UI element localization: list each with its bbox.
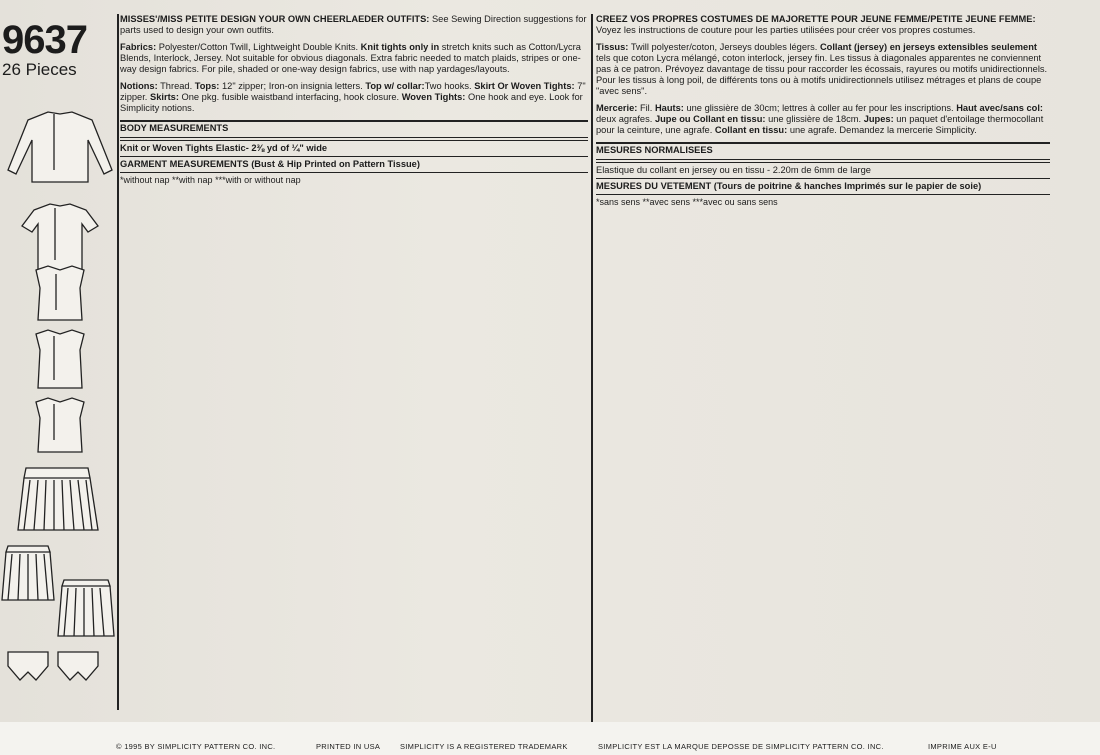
- tights-sketch-1: [8, 652, 48, 680]
- english-title: MISSES'/MISS PETITE DESIGN YOUR OWN CHEERLAEDER OUTFITS:: [120, 14, 430, 24]
- short-sleeve-top-sketch: [22, 204, 98, 272]
- line-drawings: [0, 100, 116, 720]
- mesures-table: MESURES NORMALISEES: [596, 142, 1050, 162]
- mesures-vetement: MESURES DU VETEMENT (Tours de poitrine & hanches Imprimés sur le papier de soie): [596, 178, 1050, 194]
- footer-printed: PRINTED IN USA: [316, 742, 381, 751]
- tissus-paragraph: Tissus: Twill polyester/coton, Jerseys doubles légers. Collant (jersey) en jerseys extensibles seulement tels que coton Lycra mélangé, coton interlock, jersey fin. Les tissus à diagonales apparentes ne conviennent pas à ce patron. Prévoyez davantage de tissu pour raccorder les écossais, rayures ou motifs unidirectionnels. Pour les tissus à long poil, de différents tons ou à motifs unidirectionnels utilisez métrages et plans de coupe "avec sens".: [596, 42, 1048, 96]
- sens-legend: *sans sens **avec sens ***avec ou sans sens: [596, 194, 1050, 210]
- sleeveless-top-sketch-1: [36, 266, 84, 320]
- piece-count: 26 Pieces: [2, 60, 77, 79]
- tights-sketch-2: [58, 652, 98, 680]
- garment-measurements: GARMENT MEASUREMENTS (Bust & Hip Printed on Pattern Tissue): [120, 156, 588, 172]
- french-title: CREEZ VOS PROPRES COSTUMES DE MAJORETTE POUR JEUNE FEMME/PETITE JEUNE FEMME:: [596, 14, 1036, 24]
- nap-legend: *without nap **with nap ***with or without nap: [120, 172, 588, 188]
- divider-left: [117, 14, 119, 710]
- footer-copyright: © 1995 BY SIMPLICITY PATTERN CO. INC.: [116, 742, 276, 751]
- french-column: [596, 14, 1050, 210]
- stock-info: [0, 0, 116, 80]
- footer-french-trademark: SIMPLICITY EST LA MARQUE DEPOSSE DE SIMPLICITY PATTERN CO. INC.: [598, 742, 884, 751]
- footer: [0, 722, 1100, 755]
- elastique-row: Elastique du collant en jersey ou en tissu - 2.20m de 6mm de large: [596, 162, 1050, 178]
- mercerie-paragraph: Mercerie: Fil. Hauts: une glissière de 30cm; lettres à coller au fer pour les inscriptions. Haut avec/sans col: deux agrafes. Jupe ou Collant en tissu: une glissière de 18cm. Jupes: un paquet d'entoilage thermocollant pour la ceinture, une agrafe. Collant en tissu: une agrafe. Demandez la mercerie Simplicity.: [596, 103, 1044, 135]
- sleeveless-top-sketch-2: [36, 330, 84, 388]
- footer-trademark: SIMPLICITY IS A REGISTERED TRADEMARK: [400, 742, 568, 751]
- english-intro: MISSES'/MISS PETITE DESIGN YOUR OWN CHEERLAEDER OUTFITS: See Sewing Direction suggestions for parts used to design your own outfits.: [120, 14, 587, 35]
- footer-imprime: IMPRIME AUX E-U: [928, 742, 997, 751]
- divider-middle: [591, 14, 593, 724]
- elastic-row: Knit or Woven Tights Elastic- 2⅜ yd of ¼" wide: [120, 140, 588, 156]
- pattern-number: 9637: [2, 18, 87, 62]
- sleeveless-top-sketch-3: [36, 398, 84, 452]
- fabrics-paragraph: Fabrics: Polyester/Cotton Twill, Lightweight Double Knits. Knit tights only in stretch knits such as Cotton/Lycra Blends, Interlock, Jersey. Not suitable for obvious diagonals. Extra fabric needed to match plaids, stripes or one-way design fabrics. For pile, shaded or one-way design fabrics, use with nap yardages/layouts.: [120, 42, 581, 74]
- body-measurements-table: BODY MEASUREMENTS: [120, 120, 588, 140]
- pleated-skirt-sketch: [18, 468, 98, 530]
- french-intro: CREEZ VOS PROPRES COSTUMES DE MAJORETTE POUR JEUNE FEMME/PETITE JEUNE FEMME: Voyez les instructions de couture pour les parties utilisées pour créer vos propres costumes.: [596, 14, 1036, 35]
- notions-paragraph: Notions: Thread. Tops: 12" zipper; Iron-on insignia letters. Top w/ collar:Two hooks. Skirt Or Woven Tights: 7" zipper. Skirts: One pkg. fusible waistband interfacing, hook closure. Woven Tights: One hook and eye. Look for Simplicity notions.: [120, 81, 586, 113]
- long-sleeve-top-sketch: [8, 112, 112, 182]
- english-column: [120, 14, 588, 188]
